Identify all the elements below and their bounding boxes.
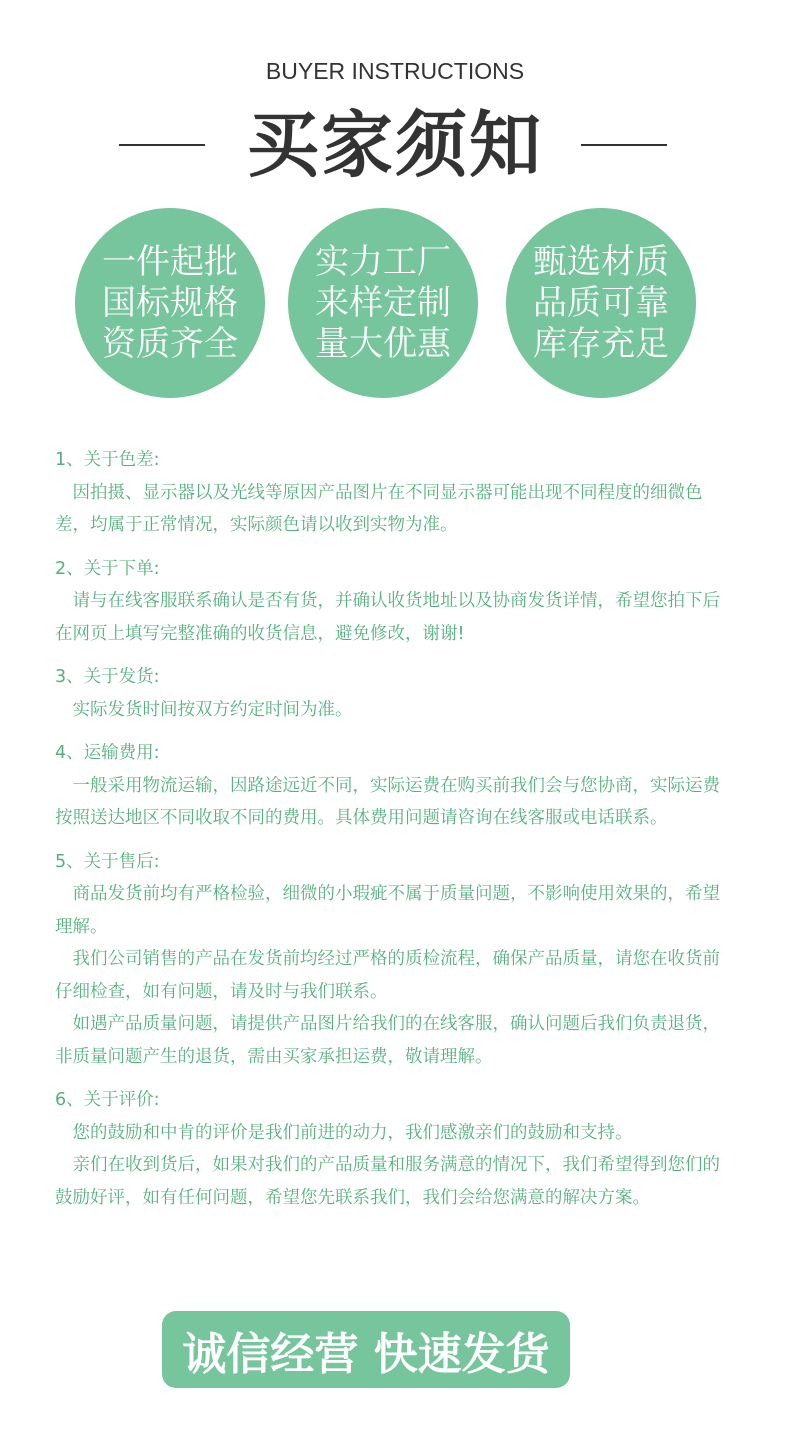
section-paragraph: 亲们在收到货后，如果对我们的产品质量和服务满意的情况下，我们希望得到您们的鼓励好评，如有任何问题，希望您先联系我们，我们会给您满意的解决方案。 <box>55 1155 720 1208</box>
section-paragraph: 因拍摄、显示器以及光线等原因产品图片在不同显示器可能出现不同程度的细微色差，均属于正常情况，实际颜色请以收到实物为准。 <box>55 482 703 535</box>
badge-line: 实力工厂 <box>315 241 451 282</box>
badge-line: 资质齐全 <box>102 323 238 364</box>
section-heading: 4、运输费用: <box>55 743 160 763</box>
section-paragraph: 您的鼓励和中肯的评价是我们前进的动力，我们感激亲们的鼓励和支持。 <box>72 1122 633 1143</box>
section-heading: 2、关于下单: <box>55 558 160 579</box>
section-heading: 5、关于售后: <box>55 851 160 872</box>
feature-badge-factory <box>288 208 478 398</box>
section-paragraph: 商品发货前均有严格检验，细微的小瑕疵不属于质量问题，不影响使用效果的，希望理解。 <box>55 884 720 937</box>
section-paragraph: 一般采用物流运输，因路途远近不同，实际运费在购买前我们会与您协商，实际运费按照送达地区不同收取不同的费用。具体费用问题请咨询在线客服或电话联系。 <box>55 775 720 828</box>
section-reviews <box>55 1084 723 1214</box>
section-freight-cost <box>55 737 723 835</box>
page-title: 买家须知 <box>246 103 543 187</box>
section-paragraph: 我们公司销售的产品在发货前均经过严格的质检流程，确保产品质量，请您在收货前仔细检查，如有问题，请及时与我们联系。 <box>55 949 720 1002</box>
section-heading: 6、关于评价: <box>55 1090 160 1110</box>
badge-line: 品质可靠 <box>533 282 669 323</box>
badge-line: 国标规格 <box>102 282 238 323</box>
feature-badge-material <box>506 208 696 398</box>
feature-badges <box>0 208 790 398</box>
section-shipping <box>55 661 723 726</box>
instructions-body <box>55 444 723 1225</box>
slogan-banner: 诚信经营 快速发货 <box>162 1311 570 1388</box>
page-eyebrow: BUYER INSTRUCTIONS <box>265 58 525 84</box>
section-heading: 1、关于色差: <box>55 450 160 470</box>
section-paragraph: 实际发货时间按双方约定时间为准。 <box>72 699 353 720</box>
section-paragraph: 如遇产品质量问题，请提供产品图片给我们的在线客服，确认问题后我们负责退货，非质量问题产生的退货，需由买家承担运费，敬请理解。 <box>55 1014 720 1067</box>
badge-line: 量大优惠 <box>315 323 451 364</box>
section-heading: 3、关于发货: <box>55 667 160 687</box>
badge-line: 库存充足 <box>533 323 669 364</box>
title-divider-right <box>581 144 667 146</box>
section-paragraph: 请与在线客服联系确认是否有货，并确认收货地址以及协商发货详情，希望您拍下后在网页上填写完整准确的收货信息，避免修改，谢谢! <box>55 591 720 644</box>
badge-line: 来样定制 <box>315 282 451 323</box>
title-row <box>0 100 790 190</box>
section-after-sales <box>55 846 723 1074</box>
section-ordering <box>55 553 723 651</box>
badge-line: 甄选材质 <box>533 241 669 282</box>
badge-line: 一件起批 <box>102 241 238 282</box>
section-color-difference <box>55 444 723 542</box>
feature-badge-quality <box>75 208 265 398</box>
